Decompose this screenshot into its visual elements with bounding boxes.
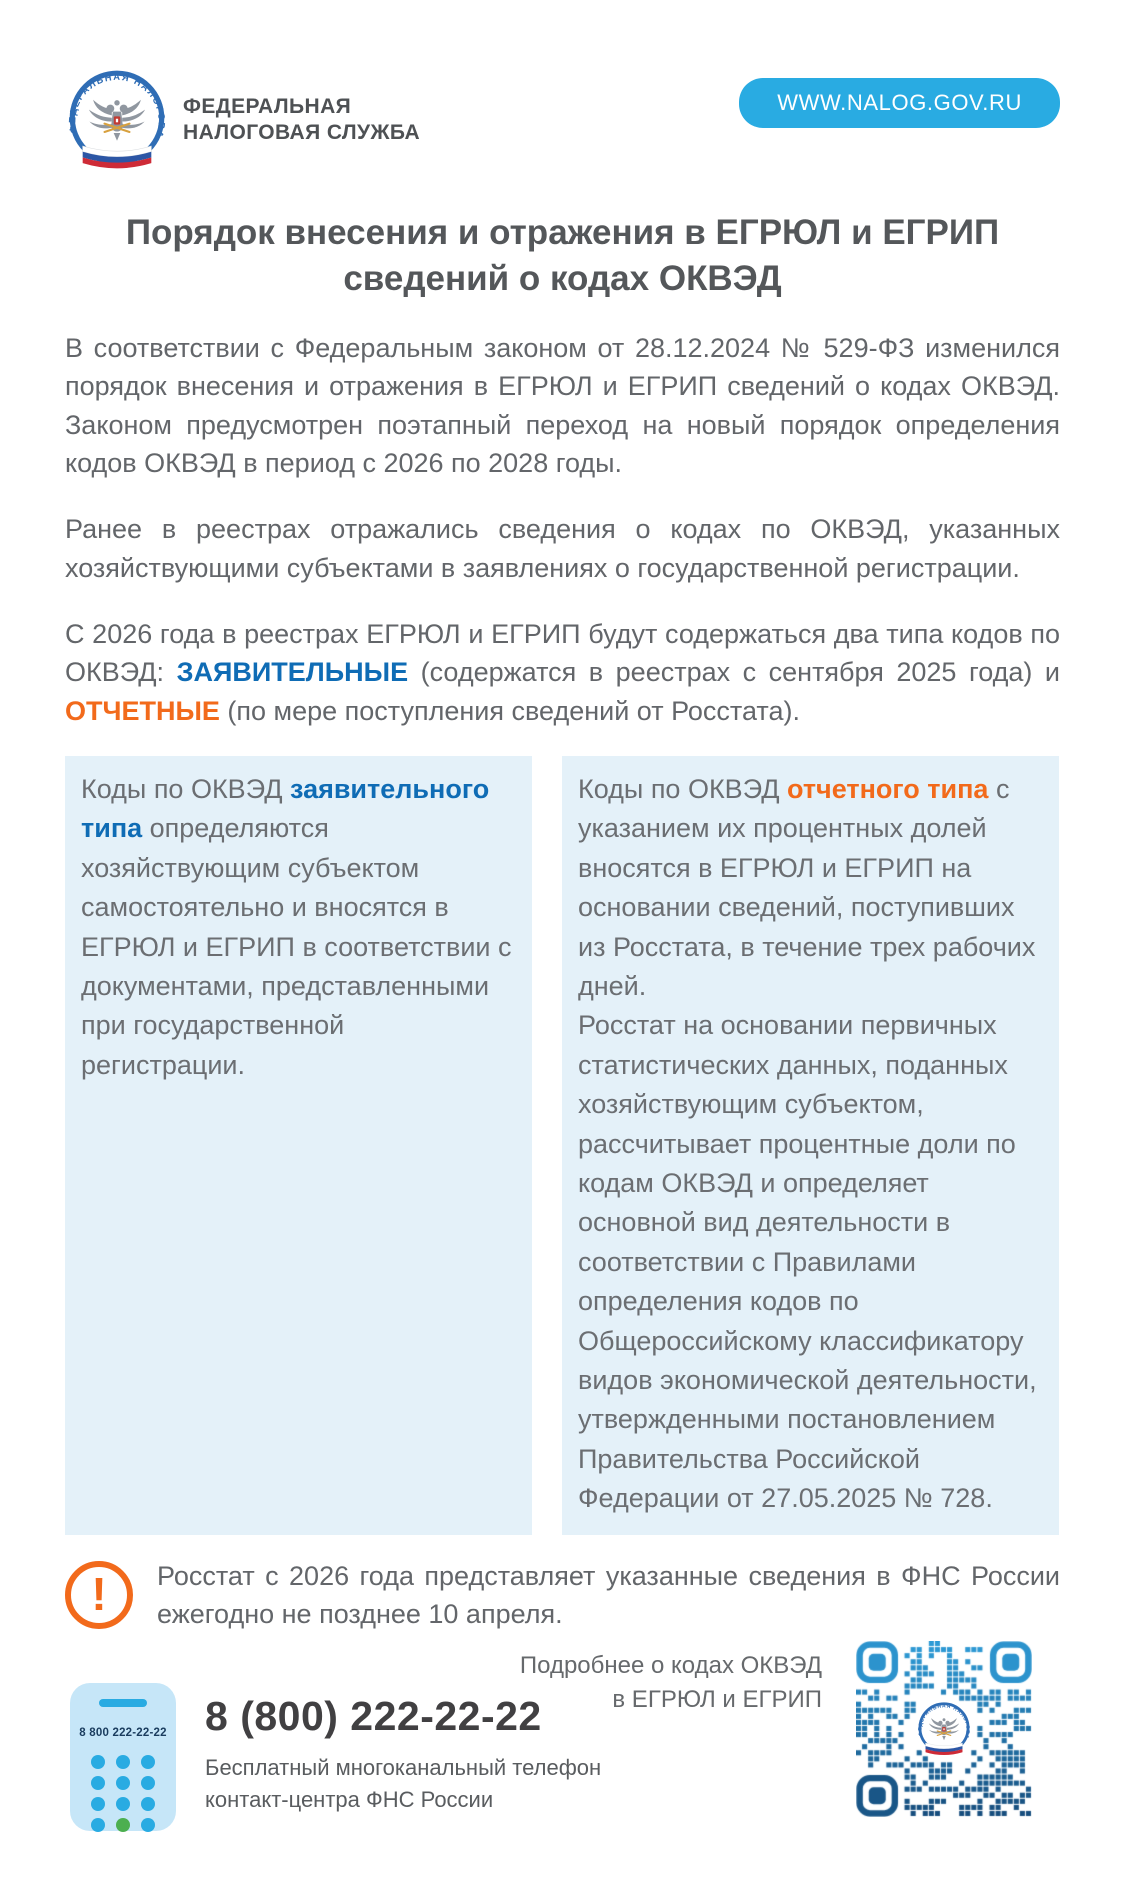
phone-caption (205, 1752, 601, 1816)
rosstat-process-text: Росстат на основании первичных статистических данных, поданных хозяйствующим субъектом, рассчитывает процентные доли по кодам ОКВЭД и определяет основной вид деятельности в соответствии с Правилами определения кодов по Общероссийскому классификатору видов экономической деятельности, утвержденными постановлением Правительства Российской Федерации от 27.05.2025 № 728. (578, 1010, 1037, 1514)
deadline-notice-text: Росстат с 2026 года представляет указанные сведения в ФНС России ежегодно не позднее 10 апреля. (157, 1560, 1060, 1629)
left-box-rest: определяются хозяйствующим субъектом самостоятельно и вносятся в ЕГРЮЛ и ЕГРИП в соответствии с документами, представленными при государственной регистрации. (81, 813, 512, 1080)
exclamation-icon (65, 1561, 133, 1629)
info-boxes (65, 756, 1060, 1535)
website-link-button[interactable]: WWW.NALOG.GOV.RU (739, 78, 1060, 128)
phone-keypad-icon (91, 1755, 155, 1832)
p3-mid: (содержатся в реестрах с сентября 2025 года) и (408, 657, 1060, 688)
right-box-highlight: отчетного типа (787, 773, 989, 804)
qr-code (856, 1641, 1032, 1817)
fns-brand (65, 68, 420, 172)
page-title: Порядок внесения и отражения в ЕГРЮЛ и ЕГРИП сведений о кодах ОКВЭД (125, 213, 1000, 298)
declarative-codes-text (81, 770, 512, 1085)
left-box-highlight: заявительного типа (81, 773, 490, 844)
exclamation-glyph: ! (91, 1567, 107, 1620)
fns-emblem-icon (65, 68, 169, 172)
declarative-codes-box (65, 756, 532, 1535)
header (65, 68, 1060, 172)
reporting-codes-text (578, 770, 1039, 1006)
contact-block (205, 1693, 601, 1816)
left-box-lead: Коды по ОКВЭД (81, 773, 290, 804)
qr-caption-line2: в ЕГРЮЛ и ЕГРИП (612, 1685, 822, 1713)
p3-before: С 2026 года в реестрах ЕГРЮЛ и ЕГРИП будут содержаться два типа кодов по ОКВЭД: (65, 618, 1060, 688)
footer (65, 1641, 1060, 1891)
paragraph-law: В соответствии с Федеральным законом от 28.12.2024 № 529-ФЗ изменился порядок внесения и отражения в ЕГРЮЛ и ЕГРИП сведений о кодах ОКВЭД. Законом предусмотрен поэтапный переход на новый порядок определения кодов ОКВЭД в период с 2026 по 2028 годы. (65, 333, 1060, 478)
brand-name (183, 94, 420, 147)
right-box-lead: Коды по ОКВЭД (578, 773, 787, 804)
phone-caption-line2: контакт-центра ФНС России (205, 1787, 494, 1813)
right-box-rest: с указанием их процентных долей вносятся в ЕГРЮЛ и ЕГРИП на основании сведений, поступивших из Росстата, в течение трех рабочих дней. (578, 773, 1036, 1001)
qr-caption-line1: Подробнее о кодах ОКВЭД (519, 1652, 822, 1680)
phone-icon-label: 8 800 222-22-22 (79, 1727, 167, 1740)
p3-reporting-term: ОТЧЕТНЫЕ (65, 695, 220, 726)
qr-center-emblem-icon (913, 1698, 975, 1760)
phone-number: 8 (800) 222-22-22 (205, 1693, 542, 1740)
phone-speaker-bar (99, 1699, 147, 1707)
brand-line2: НАЛОГОВАЯ СЛУЖБА (183, 121, 421, 144)
brand-line1: ФЕДЕРАЛЬНАЯ (183, 94, 352, 118)
phone-caption-line1: Бесплатный многоканальный телефон (205, 1755, 602, 1781)
deadline-notice (65, 1557, 1060, 1634)
paragraph-previous-order: Ранее в реестрах отражались сведения о кодах по ОКВЭД, указанных хозяйствующими субъектами в заявлениях о государственной регистрации. (65, 514, 1060, 583)
paragraph-two-types (65, 615, 1060, 730)
p3-declarative-term: ЗАЯВИТЕЛЬНЫЕ (176, 657, 409, 688)
reporting-codes-box (562, 756, 1059, 1535)
p3-after: (по мере поступления сведений от Росстата). (219, 695, 800, 726)
phone-icon (70, 1683, 176, 1831)
